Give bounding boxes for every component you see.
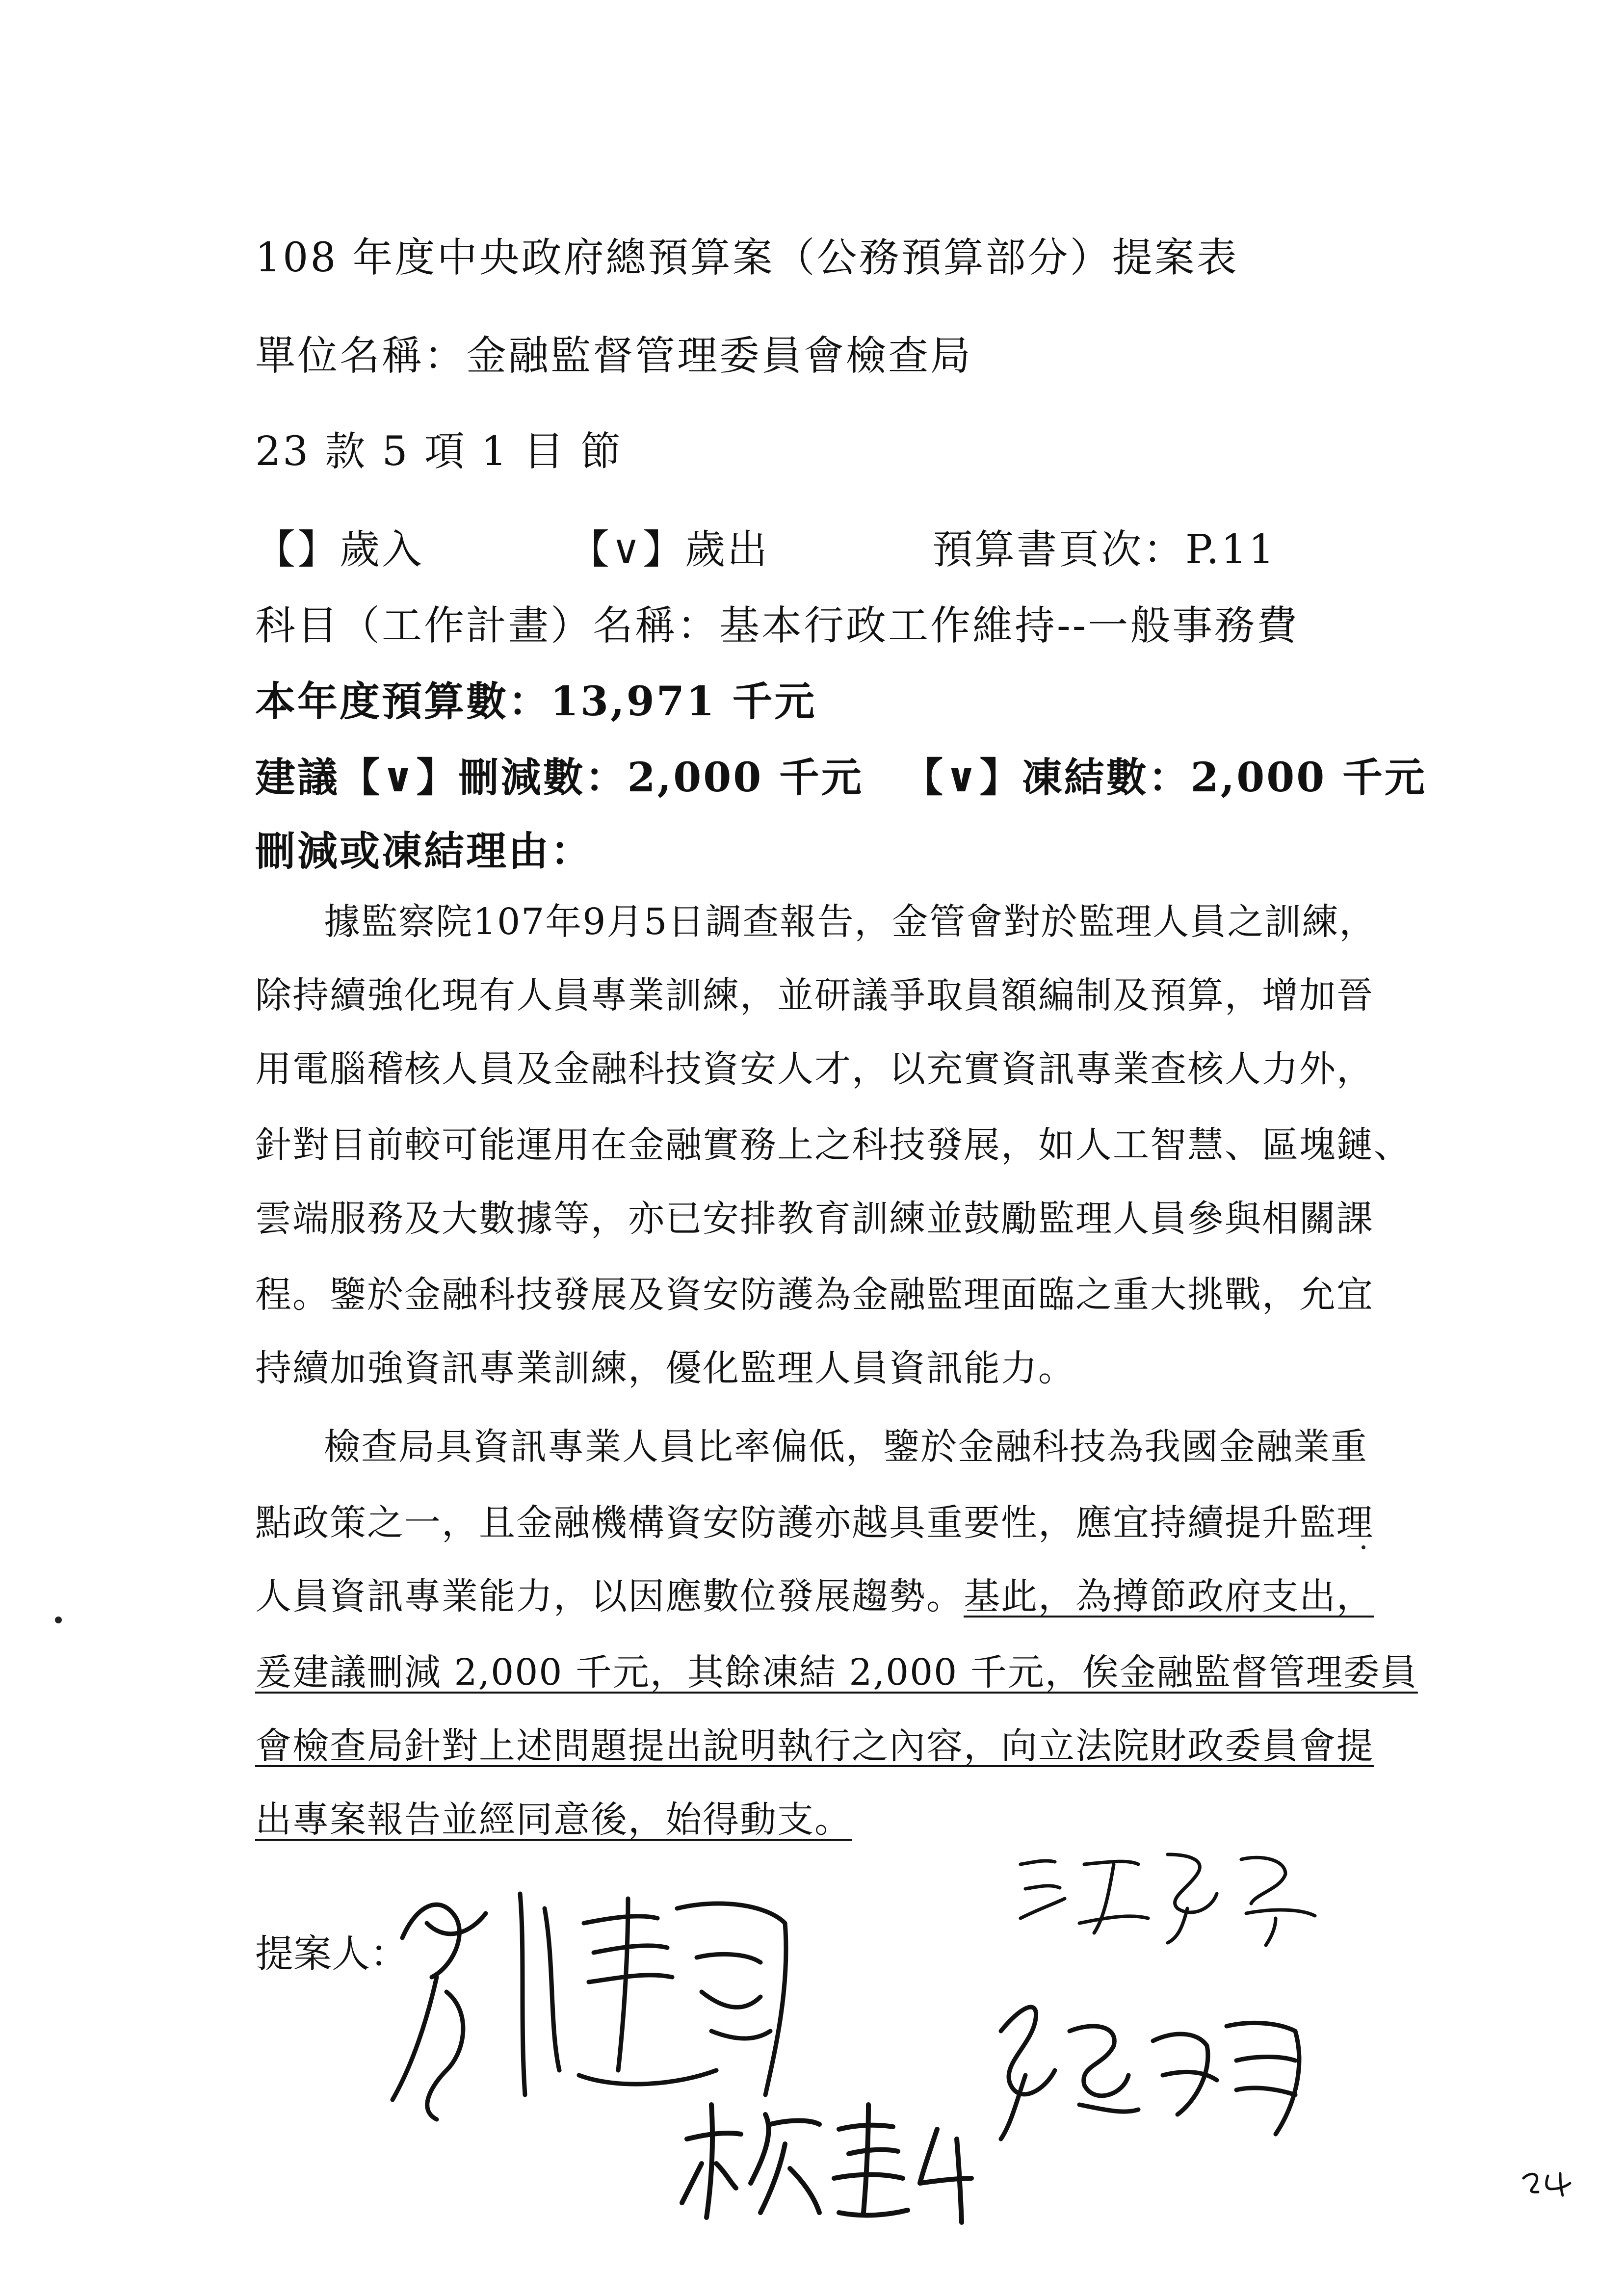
paragraph-line: 用電腦稽核人員及金融科技資安人才，以充實資訊專業查核人力外， <box>255 1048 1374 1090</box>
paragraph-line <box>255 1644 1418 1696</box>
scan-speck <box>55 1617 62 1623</box>
paragraph-line: 除持續強化現有人員專業訓練，並研議爭取員額編制及預算，增加晉 <box>255 974 1374 1017</box>
paragraph-line: 針對目前較可能運用在金融實務上之科技發展，如人工智慧、區塊鏈、 <box>255 1124 1411 1166</box>
reason-label: 刪減或凍結理由： <box>255 828 593 875</box>
revenue-checkbox: 【】歲入 <box>255 526 424 573</box>
signature-3 <box>981 1987 1325 2151</box>
document-title: 108 年度中央政府總預算案（公務預算部分）提案表 <box>255 235 1239 281</box>
signature-4 <box>672 2085 976 2229</box>
paragraph-line: 據監察院107年9月5日調查報告，金管會對於監理人員之訓練， <box>324 901 1377 943</box>
budget-page-ref: 預算書頁次：P.11 <box>932 526 1276 573</box>
signature-2 <box>1011 1835 1325 1955</box>
paragraph-line <box>255 1717 1393 1769</box>
expenditure-checkbox: 【∨】歲出 <box>569 526 770 573</box>
item-name: 科目（工作計畫）名稱：基本行政工作維持--一般事務費 <box>255 602 1299 649</box>
scan-speck <box>1362 1545 1365 1549</box>
paragraph-line: 雲端服務及大數據等，亦已安排教育訓練並鼓勵監理人員參與相關課 <box>255 1198 1374 1240</box>
paragraph-line: 程。鑒於金融科技發展及資安防護為金融監理面臨之重大挑戰，允宜 <box>255 1274 1374 1316</box>
paragraph-line: 點政策之一，且金融機構資安防護亦越具重要性，應宜持續提升監理 <box>255 1502 1374 1544</box>
proposer-label: 提案人： <box>255 1932 409 1976</box>
proposal-freeze: 【∨】凍結數：2,000 千元 <box>903 754 1427 801</box>
underlined-text: 基此，為撙節政府支出， <box>964 1575 1374 1618</box>
paragraph-text: 人員資訊專業能力，以因應數位發展趨勢。 <box>255 1575 964 1618</box>
paragraph-line <box>255 1567 1393 1619</box>
paragraph-line: 檢查局具資訊專業人員比率偏低，鑒於金融科技為我國金融業重 <box>324 1426 1368 1468</box>
underlined-text: 爰建議刪減 2,000 千元，其餘凍結 2,000 千元，俟金融監督管理委員 <box>255 1651 1418 1694</box>
paragraph-line: 持續加強資訊專業訓練，優化監理人員資訊能力。 <box>255 1347 1075 1389</box>
page-mark <box>1521 2168 1575 2200</box>
budget-amount: 本年度預算數：13,971 千元 <box>255 678 817 725</box>
proposal-cut: 建議【∨】刪減數：2,000 千元 <box>255 754 864 801</box>
underlined-text: 出專案報告並經同意後，始得動支。 <box>255 1799 852 1841</box>
underlined-text: 會檢查局針對上述問題提出說明執行之內容，向立法院財政委員會提 <box>255 1725 1374 1767</box>
unit-name: 單位名稱：金融監督管理委員會檢查局 <box>255 333 973 379</box>
budget-section: 23 款 5 項 1 目 節 <box>255 428 623 475</box>
